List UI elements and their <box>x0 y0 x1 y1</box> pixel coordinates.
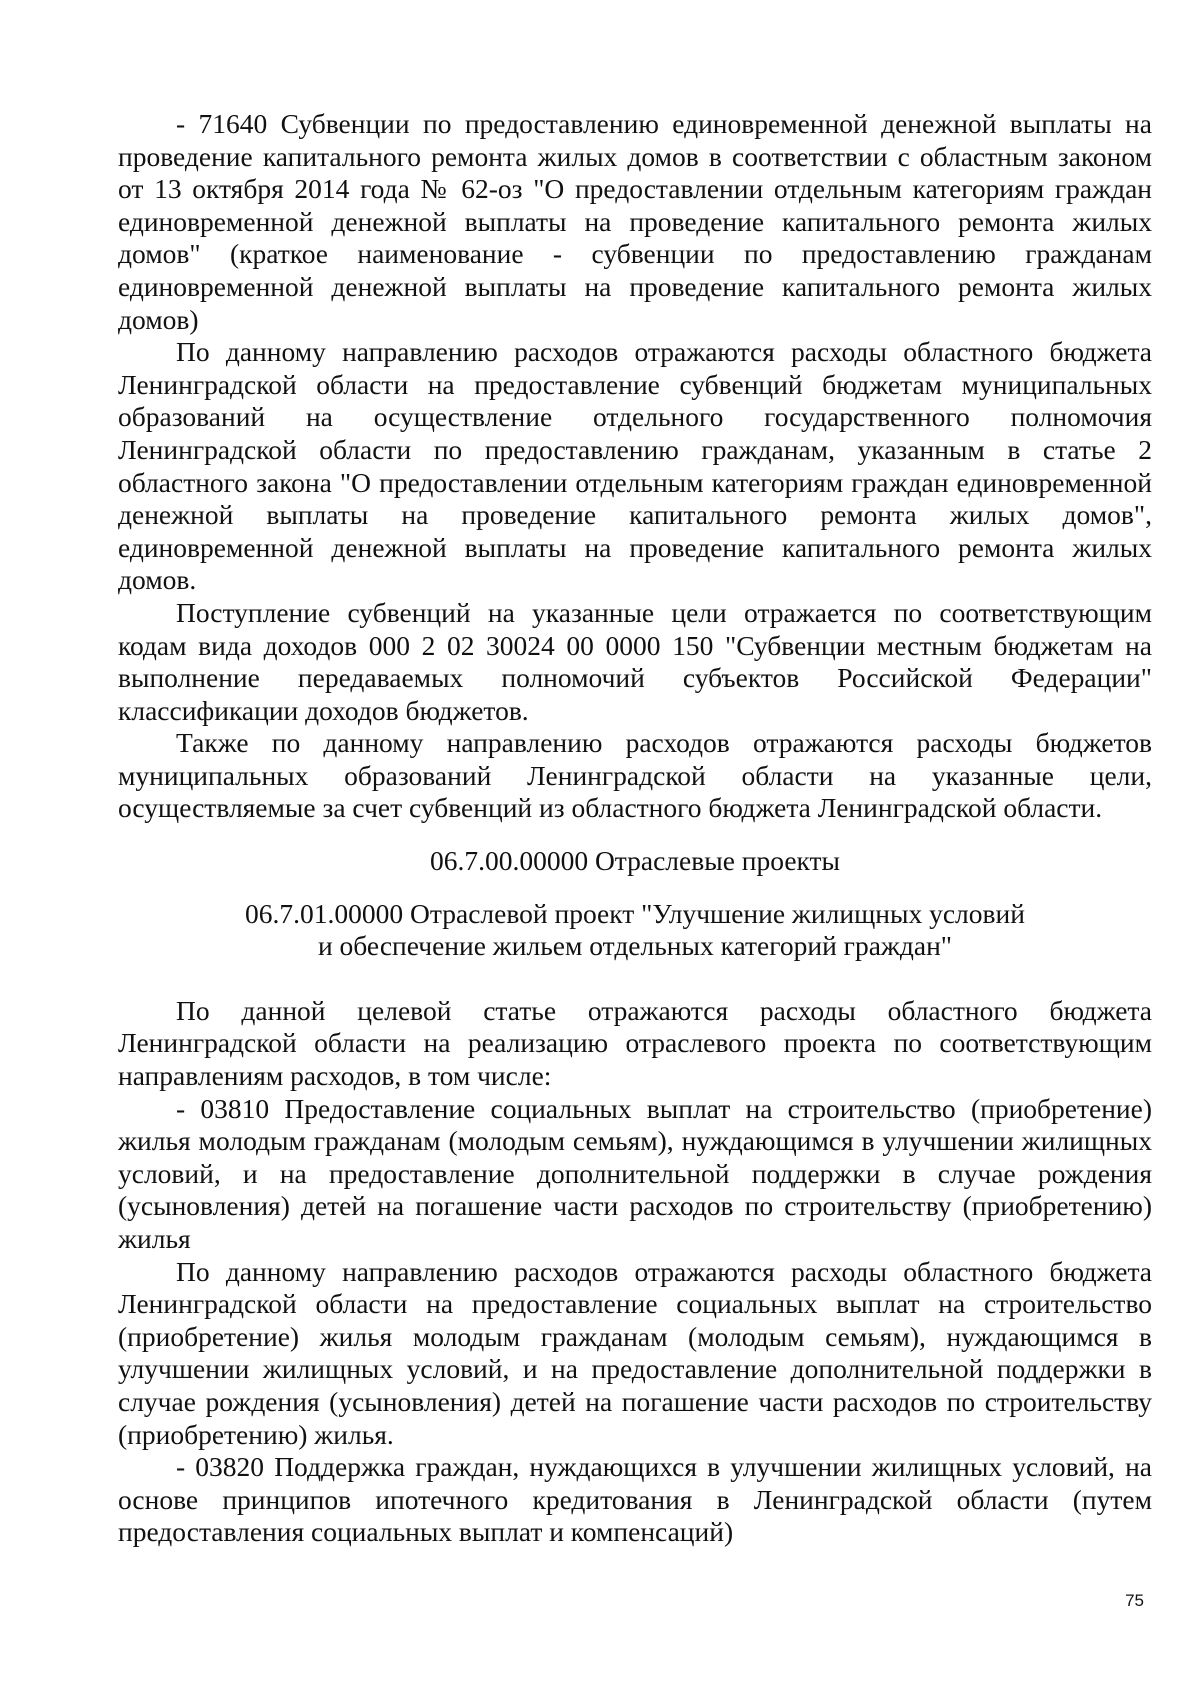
document-page <box>118 108 1152 1549</box>
paragraph-03810-description: По данному направлению расходов отражаются расходы областного бюджета Ленинградской области на предоставление социальных выплат на строительство (приобретение) жилья молодым гражданам (молодым семьям), нуждающимся в улучшении жилищных условий, и на предоставление дополнительной поддержки в случае рождения (усыновления) детей на погашение части расходов по строительству (приобретению) жилья. <box>118 1255 1152 1450</box>
paragraph-target-article: По данной целевой статье отражаются расходы областного бюджета Ленинградской области на реализацию отраслевого проекта по соответствующим направлениям расходов, в том числе: <box>118 994 1152 1092</box>
subsection-heading-housing-project: 06.7.01.00000 Отраслевой проект "Улучшение жилищных условий и обеспечение жильем отдельных категорий граждан" <box>245 897 1025 962</box>
paragraph-subvention-income: Поступление субвенций на указанные цели отражается по соответствующим кодам вида доходов 000 2 02 30024 00 0000 150 "Субвенции местным бюджетам на выполнение передаваемых полномочий субъектов Российской Федерации" классификации доходов бюджетов. <box>118 596 1152 726</box>
section-heading-sectoral-projects: 06.7.00.00000 Отраслевые проекты <box>429 845 841 877</box>
paragraph-03820-title: - 03820 Поддержка граждан, нуждающихся в улучшении жилищных условий, на основе принципов ипотечного кредитования в Ленинградской области (путем предоставления социальных выплат и компенсаций) <box>118 1451 1152 1548</box>
paragraph-71640-title: - 71640 Субвенции по предоставлению единовременной денежной выплаты на проведение капитального ремонта жилых домов в соответствии с областным законом от 13 октября 2014 года № 62-оз "О предоставлении отдельным категориям граждан единовременной денежной выплаты на проведение капитального ремонта жилых домов" (краткое наименование - субвенции по предоставлению гражданам единовременной денежной выплаты на проведение капитального ремонта жилых домов) <box>118 108 1152 335</box>
paragraph-03810-title: - 03810 Предоставление социальных выплат на строительство (приобретение) жилья молодым гражданам (молодым семьям), нуждающимся в улучшении жилищных условий, и на предоставление дополнительной поддержки в случае рождения (усыновления) детей на погашение части расходов по строительству (приобретению) жилья <box>118 1092 1152 1254</box>
page-number: 75 <box>1125 1591 1144 1610</box>
paragraph-municipal-expenses: Также по данному направлению расходов отражаются расходы бюджетов муниципальных образований Ленинградской области на указанные цели, осуществляемые за счет субвенций из областного бюджета Ленинградской области. <box>118 727 1152 824</box>
paragraph-71640-description: По данному направлению расходов отражаются расходы областного бюджета Ленинградской области на предоставление субвенций бюджетам муниципальных образований на осуществление отдельного государственного полномочия Ленинградской области по предоставлению гражданам, указанным в статье 2 областного закона "О предоставлении отдельным категориям граждан единовременной денежной выплаты на проведение капитального ремонта жилых домов", единовременной денежной выплаты на проведение капитального ремонта жилых домов. <box>118 336 1152 596</box>
